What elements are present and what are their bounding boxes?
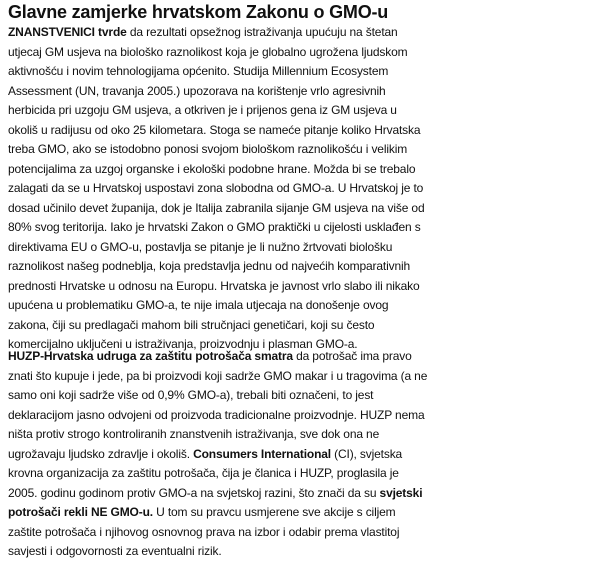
text-line <box>8 542 590 562</box>
text-span: Assessment (UN, travanja 2005.) upozorava na korištenje vrlo agresivnih <box>8 83 386 98</box>
text-span-bold: Consumers International <box>193 446 331 461</box>
text-span: ugrožavaju ljudsko zdravlje i okoliš. <box>8 446 194 461</box>
text-span: savjesti i odgovornosti za eventualni rizik. <box>8 544 222 558</box>
text-line <box>8 277 590 297</box>
text-span: 80% svog teritorija. Iako je hrvatski Zakon o GMO praktički u cijelosti usklađen s <box>8 220 421 234</box>
text-line <box>8 82 590 102</box>
text-line <box>8 484 590 504</box>
text-line <box>8 101 590 121</box>
text-span: upućena u problematiku GMO-a, te nije imala utjecaja na donošenje ovog <box>8 298 389 312</box>
text-span: aktivnošću i novim tehnologijama općenito. Studija Millennium Ecosystem <box>8 64 389 78</box>
paragraph-consumer-association <box>8 347 590 562</box>
text-span: zalagati da se u Hrvatskoj uspostavi zona slobodna od GMO-a. U Hrvatskoj je to <box>8 181 424 195</box>
text-span: raznolikost našeg podneblja, koja predstavlja jednu od najvećih komparativnih <box>8 259 411 273</box>
text-span: direktivama EU o GMO-u, postavlja se pitanje je li nužno žrtvovati biološku <box>8 239 393 254</box>
text-line <box>8 199 590 219</box>
text-line <box>8 43 590 63</box>
text-line <box>8 238 590 258</box>
text-span: da potrošač ima pravo <box>292 349 412 363</box>
text-line <box>8 445 590 465</box>
text-line <box>8 257 590 277</box>
text-line <box>8 406 590 426</box>
text-line <box>8 425 590 445</box>
text-span: samo oni koji sadrže više od 0,9% GMO-a), trebali biti označeni, to jest <box>8 388 374 402</box>
text-span: treba GMO, ako se istodobno ponosi svojom biološkom raznolikošću i velikim <box>8 142 408 156</box>
text-span: (CI), svjetska <box>330 446 403 461</box>
text-span: zaštite potrošača i njihovog osnovnog prava na izbor i odabir prema vlastitoj <box>8 524 400 539</box>
paragraph-scientists <box>8 23 590 355</box>
text-line <box>8 464 590 484</box>
text-line <box>8 160 590 180</box>
text-line <box>8 523 590 543</box>
text-span: znati što kupuje i jede, pa bi proizvodi koji sadrže GMO makar i u tragovima (a ne <box>8 368 428 383</box>
text-span: okoliš u radijusu od oko 25 kilometara. Stoga se nameće pitanje koliko Hrvatska <box>8 122 421 137</box>
text-line <box>8 347 590 367</box>
text-line <box>8 121 590 141</box>
text-line <box>8 503 590 523</box>
text-line <box>8 386 590 406</box>
text-span: deklaracijom jasno odvojeni od proizvoda tradicionalne proizvodnje. HUZP nema <box>8 407 425 422</box>
text-span: da rezultati opsežnog istraživanja upućuju na štetan <box>126 25 398 39</box>
text-span: herbicida pri uzgoju GM usjeva, a otkriven je i prijenos gena iz GM usjeva u <box>8 103 397 117</box>
text-span: prednosti Hrvatske u odnosu na Europu. Hrvatska je javnost vrlo slabo ili nikako <box>8 278 420 293</box>
text-span: dosad učinilo devet županija, dok je Italija zabranila sijanje GM usjeva na više od <box>8 200 425 215</box>
text-line <box>8 140 590 160</box>
text-span: U tom su pravcu usmjerene sve akcije s ciljem <box>152 505 396 519</box>
document-title: Glavne zamjerke hrvatskom Zakonu o GMO-u <box>8 2 389 22</box>
text-span: potencijalima za uzgoj organske i ekološki podobne hrane. Možda bi se trebalo <box>8 161 416 176</box>
text-line <box>8 179 590 199</box>
text-line <box>8 296 590 316</box>
text-span-bold: svjetski <box>379 485 423 500</box>
text-span: utjecaj GM usjeva na biološko raznolikost koja je globalno ugrožena ljudskom <box>8 44 408 59</box>
text-line <box>8 218 590 238</box>
text-span: komercijalno uključeni u istraživanja, proizvodnju i plasman GMO-a. <box>8 337 358 351</box>
text-span: zakona, čiji su predlagači mahom bili stručnjaci genetičari, koji su često <box>8 317 375 332</box>
text-span-bold: potrošači rekli NE GMO-u. <box>8 505 153 519</box>
text-line <box>8 316 590 336</box>
text-line <box>8 367 590 387</box>
text-span: krovna organizacija za zaštitu potrošača, čija je članica i HUZP, proglasila je <box>8 466 399 480</box>
text-line <box>8 23 590 43</box>
text-line <box>8 62 590 82</box>
text-span-bold: ZNANSTVENICI tvrde <box>8 25 127 39</box>
text-span: ništa protiv strogo kontroliranih znanstvenih istraživanja, sve dok ona ne <box>8 427 380 441</box>
text-span-bold: HUZP-Hrvatska udruga za zaštitu potrošača smatra <box>8 349 293 363</box>
text-span: 2005. godinu godinom protiv GMO-a na svjetskoj razini, što znači da su <box>8 485 380 500</box>
